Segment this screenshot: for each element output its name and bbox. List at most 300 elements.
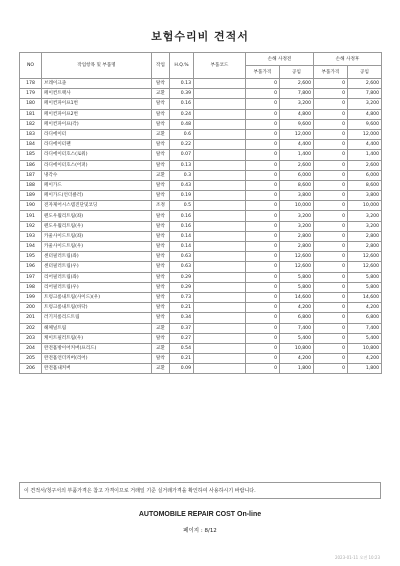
cell-work: 교환 <box>152 129 170 139</box>
cell-after-labor: 12,600 <box>348 252 382 262</box>
cell-after-part-price: 0 <box>314 323 348 333</box>
cell-no: 182 <box>20 119 42 129</box>
cell-hq: 0.19 <box>170 191 194 201</box>
cell-hq: 0.29 <box>170 272 194 282</box>
cell-before-part-price: 0 <box>246 221 280 231</box>
cell-code <box>194 129 246 139</box>
table-row <box>20 119 382 129</box>
cell-no: 188 <box>20 180 42 190</box>
cell-before-labor: 1,800 <box>280 364 314 374</box>
cell-code <box>194 252 246 262</box>
cell-after-labor: 7,800 <box>348 89 382 99</box>
cell-before-labor: 1,400 <box>280 150 314 160</box>
cell-before-part-price: 0 <box>246 79 280 89</box>
cell-hq: 0.14 <box>170 242 194 252</box>
header-no: NO <box>20 53 42 79</box>
cell-after-part-price: 0 <box>314 140 348 150</box>
cell-after-part-price: 0 <box>314 364 348 374</box>
cell-after-labor: 1,400 <box>348 150 382 160</box>
cell-after-part-price: 0 <box>314 191 348 201</box>
cell-no: 195 <box>20 252 42 262</box>
cell-work: 탈착 <box>152 109 170 119</box>
cell-before-part-price: 0 <box>246 354 280 364</box>
cell-before-labor: 2,800 <box>280 231 314 241</box>
page-number: 페이지 : 8/12 <box>183 528 217 534</box>
table-row <box>20 333 382 343</box>
cell-no: 186 <box>20 160 42 170</box>
cell-work: 탈착 <box>152 191 170 201</box>
cell-item: 페이가드 <box>42 180 152 190</box>
cell-after-labor: 4,200 <box>348 303 382 313</box>
cell-hq: 0.21 <box>170 303 194 313</box>
cell-no: 178 <box>20 79 42 89</box>
cell-before-labor: 4,200 <box>280 354 314 364</box>
cell-before-labor: 12,600 <box>280 262 314 272</box>
cell-item: 트렁크룸내트림(사이드)(우) <box>42 292 152 302</box>
cell-no: 185 <box>20 150 42 160</box>
cell-work: 탈착 <box>152 140 170 150</box>
cell-after-labor: 5,800 <box>348 282 382 292</box>
cell-work: 탈착 <box>152 221 170 231</box>
cell-after-part-price: 0 <box>314 333 348 343</box>
cell-item: 페이가드(언더클러) <box>42 191 152 201</box>
header-before-group: 손해 사정전 <box>246 53 314 66</box>
cell-before-labor: 2,600 <box>280 79 314 89</box>
cell-before-labor: 12,000 <box>280 129 314 139</box>
cell-no: 202 <box>20 323 42 333</box>
cell-code <box>194 211 246 221</box>
cell-work: 조정 <box>152 201 170 211</box>
cell-no: 197 <box>20 272 42 282</box>
cell-work: 탈착 <box>152 79 170 89</box>
cell-after-labor: 5,400 <box>348 333 382 343</box>
cell-after-part-price: 0 <box>314 221 348 231</box>
cell-item: 페이컨트랙사 <box>42 89 152 99</box>
cell-work: 탈착 <box>152 272 170 282</box>
cell-before-part-price: 0 <box>246 313 280 323</box>
header-after-part-price: 부품가격 <box>314 66 348 79</box>
cell-before-labor: 5,400 <box>280 333 314 343</box>
header-item: 작업항목 및 부품명 <box>42 53 152 79</box>
cell-work: 탈착 <box>152 119 170 129</box>
table-row <box>20 99 382 109</box>
cell-code <box>194 313 246 323</box>
table-row <box>20 262 382 272</box>
cell-before-labor: 5,800 <box>280 272 314 282</box>
cell-code <box>194 323 246 333</box>
cell-hq: 0.09 <box>170 364 194 374</box>
cell-item: 라디에이터호스(로워) <box>42 150 152 160</box>
cell-no: 200 <box>20 303 42 313</box>
footer-title: AUTOMOBILE REPAIR COST On-line <box>138 511 262 518</box>
cell-before-part-price: 0 <box>246 242 280 252</box>
cell-before-part-price: 0 <box>246 364 280 374</box>
header-code: 부품코드 <box>194 53 246 79</box>
cell-before-labor: 7,400 <box>280 323 314 333</box>
cell-item: 페이컨파이프2번 <box>42 109 152 119</box>
table-row <box>20 180 382 190</box>
cell-after-labor: 2,800 <box>348 231 382 241</box>
cell-code <box>194 221 246 231</box>
cell-before-part-price: 0 <box>246 191 280 201</box>
cell-after-part-price: 0 <box>314 170 348 180</box>
table-row <box>20 313 382 323</box>
table-row <box>20 160 382 170</box>
cell-work: 탈착 <box>152 242 170 252</box>
cell-work: 교환 <box>152 343 170 353</box>
cell-hq: 0.54 <box>170 343 194 353</box>
cell-code <box>194 354 246 364</box>
table-row <box>20 170 382 180</box>
cell-code <box>194 231 246 241</box>
cell-hq: 0.16 <box>170 211 194 221</box>
cell-after-part-price: 0 <box>314 150 348 160</box>
table-row <box>20 282 382 292</box>
cell-no: 205 <box>20 354 42 364</box>
cell-before-part-price: 0 <box>246 303 280 313</box>
cell-after-labor: 4,800 <box>348 109 382 119</box>
cell-code <box>194 292 246 302</box>
cell-after-part-price: 0 <box>314 180 348 190</box>
cell-item: 러기지룸리드트림 <box>42 313 152 323</box>
cell-item: 케이트필러트림(우) <box>42 333 152 343</box>
table-row <box>20 201 382 211</box>
cell-after-part-price: 0 <box>314 211 348 221</box>
cell-hq: 0.29 <box>170 282 194 292</box>
cell-before-labor: 14,600 <box>280 292 314 302</box>
cell-after-labor: 3,200 <box>348 221 382 231</box>
table-row <box>20 79 382 89</box>
cell-item: 헤체널트림 <box>42 323 152 333</box>
cell-after-labor: 3,800 <box>348 191 382 201</box>
cell-after-labor: 2,800 <box>348 242 382 252</box>
table-row <box>20 89 382 99</box>
cell-after-part-price: 0 <box>314 129 348 139</box>
cell-before-labor: 10,000 <box>280 201 314 211</box>
cell-after-part-price: 0 <box>314 303 348 313</box>
document-title: 보험수리비 견적서 <box>151 30 249 43</box>
cell-before-part-price: 0 <box>246 170 280 180</box>
print-stamp: 2023-01-11 오전 10:23 <box>334 555 380 560</box>
cell-item: 카울사이드트림(우) <box>42 242 152 252</box>
cell-code <box>194 272 246 282</box>
cell-before-labor: 2,800 <box>280 242 314 252</box>
header-row-top <box>20 53 382 66</box>
cell-code <box>194 160 246 170</box>
cell-after-part-price: 0 <box>314 79 348 89</box>
cell-code <box>194 282 246 292</box>
cell-before-labor: 2,600 <box>280 160 314 170</box>
cell-before-labor: 9,600 <box>280 119 314 129</box>
cell-work: 탈착 <box>152 262 170 272</box>
cell-before-labor: 6,000 <box>280 170 314 180</box>
cell-after-labor: 4,400 <box>348 140 382 150</box>
cell-hq: 0.63 <box>170 262 194 272</box>
cell-after-labor: 1,800 <box>348 364 382 374</box>
cell-hq: 0.07 <box>170 150 194 160</box>
cell-before-labor: 4,200 <box>280 303 314 313</box>
cell-item: 전자제어시스템진단및코딩 <box>42 201 152 211</box>
table-row <box>20 303 382 313</box>
cell-hq: 0.24 <box>170 109 194 119</box>
cell-before-part-price: 0 <box>246 119 280 129</box>
cell-work: 교환 <box>152 323 170 333</box>
cell-work: 탈착 <box>152 231 170 241</box>
cell-after-labor: 14,600 <box>348 292 382 302</box>
cell-work: 교환 <box>152 170 170 180</box>
cell-item: 펜도우월리트림(좌) <box>42 211 152 221</box>
cell-item: 페이컨파이프(각) <box>42 119 152 129</box>
cell-after-part-price: 0 <box>314 343 348 353</box>
cell-no: 189 <box>20 191 42 201</box>
header-hq: H.Q.% <box>170 53 194 79</box>
cell-after-part-price: 0 <box>314 99 348 109</box>
cell-work: 탈착 <box>152 99 170 109</box>
cell-before-labor: 5,800 <box>280 282 314 292</box>
cell-hq: 0.43 <box>170 180 194 190</box>
cell-item: 라디에이터호스(어퍼) <box>42 160 152 170</box>
cell-after-part-price: 0 <box>314 262 348 272</box>
cell-after-labor: 7,400 <box>348 323 382 333</box>
cell-item: 완전흡언더커버(리어) <box>42 354 152 364</box>
cell-no: 196 <box>20 262 42 272</box>
cell-before-labor: 8,600 <box>280 180 314 190</box>
cell-code <box>194 343 246 353</box>
cell-before-part-price: 0 <box>246 201 280 211</box>
cell-item: 완전흡내커버 <box>42 364 152 374</box>
cell-hq: 0.22 <box>170 140 194 150</box>
cell-no: 204 <box>20 343 42 353</box>
cell-before-part-price: 0 <box>246 272 280 282</box>
cell-after-labor: 6,000 <box>348 170 382 180</box>
cell-work: 교환 <box>152 364 170 374</box>
cell-hq: 0.3 <box>170 170 194 180</box>
cell-after-labor: 10,800 <box>348 343 382 353</box>
cell-item: 센터필러트림(좌) <box>42 252 152 262</box>
cell-no: 190 <box>20 201 42 211</box>
cell-hq: 0.21 <box>170 354 194 364</box>
cell-code <box>194 180 246 190</box>
cell-code <box>194 242 246 252</box>
cell-work: 탈착 <box>152 354 170 364</box>
cell-hq: 0.63 <box>170 252 194 262</box>
estimate-table <box>19 52 382 374</box>
cell-after-labor: 2,600 <box>348 160 382 170</box>
header-before-part-price: 부품가격 <box>246 66 280 79</box>
cell-before-labor: 3,800 <box>280 191 314 201</box>
table-row <box>20 364 382 374</box>
cell-work: 탈착 <box>152 252 170 262</box>
table-row <box>20 252 382 262</box>
cell-code <box>194 191 246 201</box>
cell-work: 탈착 <box>152 160 170 170</box>
cell-item: 카울사이드트림(좌) <box>42 231 152 241</box>
cell-work: 탈착 <box>152 313 170 323</box>
cell-before-labor: 12,600 <box>280 252 314 262</box>
cell-after-part-price: 0 <box>314 354 348 364</box>
cell-code <box>194 99 246 109</box>
cell-after-labor: 10,000 <box>348 201 382 211</box>
cell-before-part-price: 0 <box>246 323 280 333</box>
cell-hq: 0.73 <box>170 292 194 302</box>
cell-hq: 0.6 <box>170 129 194 139</box>
cell-before-part-price: 0 <box>246 109 280 119</box>
cell-before-part-price: 0 <box>246 99 280 109</box>
cell-after-part-price: 0 <box>314 242 348 252</box>
cell-code <box>194 140 246 150</box>
cell-before-part-price: 0 <box>246 89 280 99</box>
cell-before-part-price: 0 <box>246 282 280 292</box>
cell-work: 탈착 <box>152 303 170 313</box>
cell-no: 191 <box>20 211 42 221</box>
cell-after-part-price: 0 <box>314 89 348 99</box>
table-row <box>20 140 382 150</box>
cell-after-labor: 2,600 <box>348 79 382 89</box>
cell-after-labor: 4,200 <box>348 354 382 364</box>
cell-item: 트렁크룸내트림(바닥) <box>42 303 152 313</box>
cell-before-labor: 4,400 <box>280 140 314 150</box>
header-after-labor: 공임 <box>348 66 382 79</box>
cell-no: 179 <box>20 89 42 99</box>
cell-code <box>194 150 246 160</box>
table-row <box>20 150 382 160</box>
table-row <box>20 242 382 252</box>
cell-no: 187 <box>20 170 42 180</box>
cell-before-part-price: 0 <box>246 292 280 302</box>
table-row <box>20 272 382 282</box>
cell-no: 194 <box>20 242 42 252</box>
table-row <box>20 109 382 119</box>
cell-before-part-price: 0 <box>246 343 280 353</box>
cell-after-labor: 5,800 <box>348 272 382 282</box>
cell-before-labor: 4,800 <box>280 109 314 119</box>
cell-before-part-price: 0 <box>246 160 280 170</box>
cell-code <box>194 333 246 343</box>
table-row <box>20 211 382 221</box>
table-row <box>20 323 382 333</box>
cell-hq: 0.37 <box>170 323 194 333</box>
cell-hq: 0.27 <box>170 333 194 343</box>
cell-code <box>194 262 246 272</box>
cell-before-labor: 6,800 <box>280 313 314 323</box>
table-row <box>20 292 382 302</box>
cell-after-labor: 12,600 <box>348 262 382 272</box>
cell-before-labor: 7,800 <box>280 89 314 99</box>
estimate-rows <box>20 79 382 374</box>
cell-item: 브레이크졸 <box>42 79 152 89</box>
cell-work: 탈착 <box>152 150 170 160</box>
cell-item: 펜도우월리트림(우) <box>42 221 152 231</box>
cell-work: 탈착 <box>152 180 170 190</box>
cell-no: 184 <box>20 140 42 150</box>
cell-after-labor: 8,600 <box>348 180 382 190</box>
cell-code <box>194 364 246 374</box>
cell-no: 183 <box>20 129 42 139</box>
cell-before-labor: 3,200 <box>280 99 314 109</box>
cell-work: 탈착 <box>152 282 170 292</box>
cell-code <box>194 201 246 211</box>
cell-item: 리어필러트림(좌) <box>42 272 152 282</box>
cell-no: 180 <box>20 99 42 109</box>
cell-hq: 0.34 <box>170 313 194 323</box>
cell-code <box>194 89 246 99</box>
cell-after-labor: 3,200 <box>348 99 382 109</box>
price-notice: 이 견적서/청구서의 부품가격은 참고 가격이므로 거래일 기준 실거래가격을 확인하여 사용하시기 바랍니다. <box>19 482 381 499</box>
table-row <box>20 221 382 231</box>
cell-item: 센터필러트림(우) <box>42 262 152 272</box>
cell-hq: 0.5 <box>170 201 194 211</box>
cell-work: 탈착 <box>152 292 170 302</box>
cell-before-part-price: 0 <box>246 231 280 241</box>
cell-after-part-price: 0 <box>314 160 348 170</box>
cell-hq: 0.14 <box>170 231 194 241</box>
cell-hq: 0.39 <box>170 89 194 99</box>
cell-code <box>194 170 246 180</box>
cell-after-labor: 3,200 <box>348 211 382 221</box>
cell-after-labor: 6,800 <box>348 313 382 323</box>
cell-after-part-price: 0 <box>314 272 348 282</box>
table-row <box>20 191 382 201</box>
cell-before-part-price: 0 <box>246 333 280 343</box>
cell-before-part-price: 0 <box>246 150 280 160</box>
cell-before-part-price: 0 <box>246 180 280 190</box>
cell-no: 199 <box>20 292 42 302</box>
cell-before-labor: 3,200 <box>280 211 314 221</box>
cell-no: 198 <box>20 282 42 292</box>
cell-item: 냉각수 <box>42 170 152 180</box>
cell-no: 192 <box>20 221 42 231</box>
cell-before-labor: 10,800 <box>280 343 314 353</box>
cell-before-part-price: 0 <box>246 211 280 221</box>
header-after-group: 손해 사정후 <box>314 53 382 66</box>
cell-after-part-price: 0 <box>314 119 348 129</box>
cell-hq: 0.13 <box>170 79 194 89</box>
cell-after-part-price: 0 <box>314 282 348 292</box>
header-work: 작업 <box>152 53 170 79</box>
cell-before-part-price: 0 <box>246 252 280 262</box>
cell-no: 203 <box>20 333 42 343</box>
cell-after-part-price: 0 <box>314 252 348 262</box>
cell-after-part-price: 0 <box>314 313 348 323</box>
cell-hq: 0.13 <box>170 160 194 170</box>
cell-after-part-price: 0 <box>314 109 348 119</box>
cell-code <box>194 109 246 119</box>
cell-code <box>194 303 246 313</box>
cell-no: 181 <box>20 109 42 119</box>
table-row <box>20 343 382 353</box>
cell-no: 206 <box>20 364 42 374</box>
cell-item: 페이컨파이프1번 <box>42 99 152 109</box>
cell-work: 탈착 <box>152 333 170 343</box>
cell-hq: 0.16 <box>170 221 194 231</box>
cell-work: 탈착 <box>152 211 170 221</box>
cell-before-part-price: 0 <box>246 140 280 150</box>
cell-before-labor: 3,200 <box>280 221 314 231</box>
cell-code <box>194 119 246 129</box>
cell-after-labor: 12,000 <box>348 129 382 139</box>
header-before-labor: 공임 <box>280 66 314 79</box>
cell-no: 201 <box>20 313 42 323</box>
cell-after-part-price: 0 <box>314 231 348 241</box>
cell-hq: 0.16 <box>170 99 194 109</box>
cell-hq: 0.48 <box>170 119 194 129</box>
table-row <box>20 354 382 364</box>
table-row <box>20 129 382 139</box>
cell-item: 완전흡방이어커버(프리드) <box>42 343 152 353</box>
table-row <box>20 231 382 241</box>
cell-after-part-price: 0 <box>314 201 348 211</box>
cell-before-part-price: 0 <box>246 129 280 139</box>
